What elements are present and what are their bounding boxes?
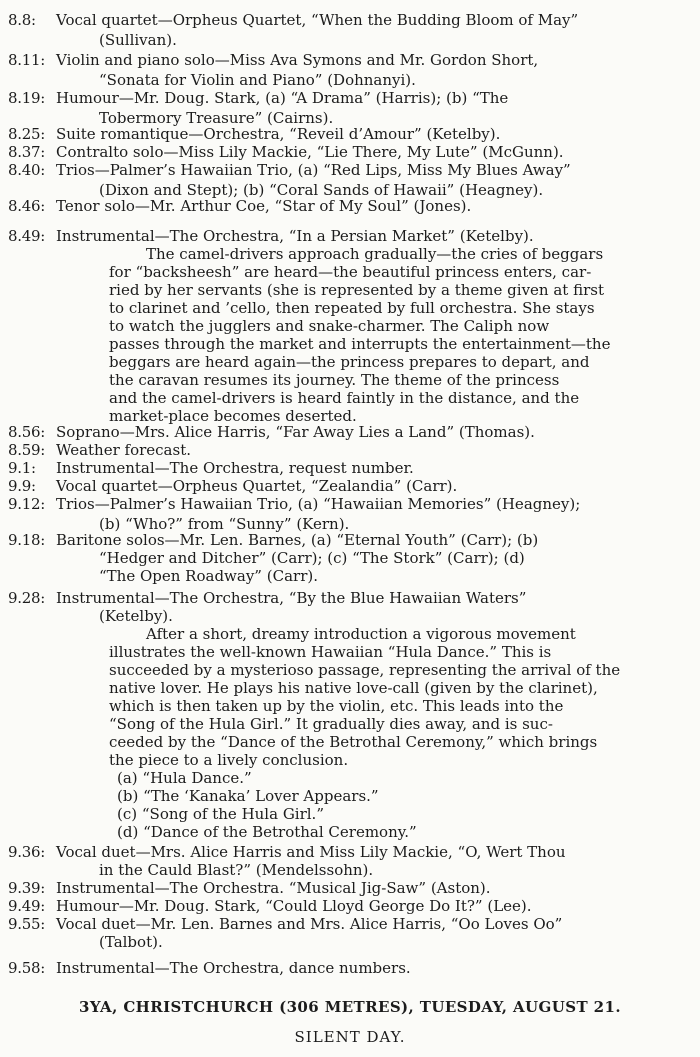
entry-line: Weather forecast. <box>56 441 191 459</box>
entry-line: Instrumental—The Orchestra, dance numbers. <box>56 959 411 977</box>
programme-entry <box>0 896 680 916</box>
description-line: for “backsheesh” are heard—the beautiful princess enters, car- <box>109 263 592 281</box>
programme-entry <box>0 142 680 162</box>
entry-line: “The Open Roadway” (Carr). <box>99 567 318 585</box>
entry-time: 8.19: <box>8 89 45 107</box>
description-line: the caravan resumes its journey. The theme of the princess <box>109 371 560 389</box>
entry-line: Violin and piano solo—Miss Ava Symons and Mr. Gordon Short, <box>56 51 539 69</box>
programme-entry <box>0 196 680 216</box>
entry-time: 9.12: <box>8 495 45 513</box>
programme-entry <box>0 88 680 128</box>
programme-entry <box>0 422 680 442</box>
entry-line: Vocal quartet—Orpheus Quartet, “Zealandia” (Carr). <box>56 477 458 495</box>
programme-entry <box>0 458 680 478</box>
description-line: which is then taken up by the violin, etc. This leads into the <box>109 697 564 715</box>
programme-entry <box>0 50 680 90</box>
entry-line: Instrumental—The Orchestra, “By the Blue Hawaiian Waters” <box>56 589 527 607</box>
entry-line: “Hedger and Ditcher” (Carr); (c) “The Stork” (Carr); (d) <box>99 549 525 567</box>
entry-time: 8.49: <box>8 227 45 245</box>
description-line: to clarinet and ’cello, then repeated by full orchestra. She stays <box>109 299 595 317</box>
entry-line: Suite romantique—Orchestra, “Reveil d’Amour” (Ketelby). <box>56 125 501 143</box>
programme-entry <box>0 588 680 841</box>
description-line: ried by her servants (she is represented by a theme given at first <box>109 281 604 299</box>
entry-time: 8.59: <box>8 441 45 459</box>
entry-line: (Dixon and Stept); (b) “Coral Sands of Hawaii” (Heagney). <box>99 181 544 199</box>
entry-line: (Ketelby). <box>99 607 173 625</box>
movement-list-item: (d) “Dance of the Betrothal Ceremony.” <box>117 823 417 841</box>
description-line: and the camel-drivers is heard faintly in the distance, and the <box>109 389 580 407</box>
programme-entry <box>0 226 680 426</box>
entry-line: Baritone solos—Mr. Len. Barnes, (a) “Eternal Youth” (Carr); (b) <box>56 531 539 549</box>
description-line: native lover. He plays his native love-call (given by the clarinet), <box>109 679 598 697</box>
entry-time: 8.25: <box>8 125 45 143</box>
entry-line: Humour—Mr. Doug. Stark, “Could Lloyd George Do It?” (Lee). <box>56 897 532 915</box>
description-line: market-place becomes deserted. <box>109 407 357 425</box>
entry-line: Instrumental—The Orchestra, “In a Persian Market” (Ketelby). <box>56 227 534 245</box>
description-line: to watch the jugglers and snake-charmer. The Caliph now <box>109 317 550 335</box>
entry-line: “Sonata for Violin and Piano” (Dohnanyi). <box>99 71 416 89</box>
entry-time: 8.8: <box>8 11 36 29</box>
entry-time: 9.49: <box>8 897 45 915</box>
description-line: passes through the market and interrupts the entertainment—the <box>109 335 611 353</box>
programme-entry <box>0 878 680 898</box>
entry-line: Trios—Palmer’s Hawaiian Trio, (a) “Hawaiian Memories” (Heagney); <box>56 495 581 513</box>
entry-line: in the Cauld Blast?” (Mendelssohn). <box>99 861 374 879</box>
description-line: the piece to a lively conclusion. <box>109 751 349 769</box>
description-line: beggars are heard again—the princess prepares to depart, and <box>109 353 590 371</box>
entry-line: Soprano—Mrs. Alice Harris, “Far Away Lies a Land” (Thomas). <box>56 423 535 441</box>
description-line: The camel-drivers approach gradually—the cries of beggars <box>146 245 604 263</box>
entry-line: (Talbot). <box>99 933 163 951</box>
programme-entry <box>0 476 680 496</box>
entry-line: Humour—Mr. Doug. Stark, (a) “A Drama” (Harris); (b) “The <box>56 89 509 107</box>
entry-line: (Sullivan). <box>99 31 177 49</box>
entry-time: 9.39: <box>8 879 45 897</box>
station-heading: 3YA, CHRISTCHURCH (306 METRES), TUESDAY, AUGUST 21. <box>79 998 621 1016</box>
entry-line: (b) “Who?” from “Sunny” (Kern). <box>99 515 350 533</box>
programme-entry <box>0 530 680 588</box>
entry-time: 9.58: <box>8 959 45 977</box>
programme-entry <box>0 10 680 50</box>
description-line: “Song of the Hula Girl.” It gradually dies away, and is suc- <box>109 715 553 733</box>
entry-line: Instrumental—The Orchestra. “Musical Jig-Saw” (Aston). <box>56 879 491 897</box>
entry-time: 8.46: <box>8 197 45 215</box>
entry-line: Instrumental—The Orchestra, request number. <box>56 459 414 477</box>
entry-time: 9.1: <box>8 459 36 477</box>
programme-entry <box>0 440 680 460</box>
description-line: illustrates the well-known Hawaiian “Hula Dance.” This is <box>109 643 552 661</box>
entry-time: 8.56: <box>8 423 45 441</box>
entry-line: Vocal duet—Mr. Len. Barnes and Mrs. Alice Harris, “Oo Loves Oo” <box>56 915 563 933</box>
entry-line: Vocal quartet—Orpheus Quartet, “When the Budding Bloom of May” <box>56 11 579 29</box>
entry-line: Vocal duet—Mrs. Alice Harris and Miss Lily Mackie, “O, Wert Thou <box>56 843 566 861</box>
entry-time: 9.9: <box>8 477 36 495</box>
entry-line: Trios—Palmer’s Hawaiian Trio, (a) “Red Lips, Miss My Blues Away” <box>56 161 571 179</box>
programme-entry <box>0 958 680 978</box>
entry-time: 9.28: <box>8 589 45 607</box>
entry-line: Tenor solo—Mr. Arthur Coe, “Star of My Soul” (Jones). <box>56 197 472 215</box>
entry-line: Tobermory Treasure” (Cairns). <box>99 109 334 127</box>
programme-entry <box>0 124 680 144</box>
movement-list-item: (c) “Song of the Hula Girl.” <box>117 805 324 823</box>
description-line: succeeded by a mysterioso passage, representing the arrival of the <box>109 661 621 679</box>
entry-line: Contralto solo—Miss Lily Mackie, “Lie There, My Lute” (McGunn). <box>56 143 564 161</box>
entry-time: 9.36: <box>8 843 45 861</box>
movement-list-item: (b) “The ‘Kanaka’ Lover Appears.” <box>117 787 379 805</box>
programme-entry <box>0 914 680 954</box>
entry-time: 8.40: <box>8 161 45 179</box>
entry-time: 9.55: <box>8 915 45 933</box>
entry-time: 8.11: <box>8 51 45 69</box>
entry-time: 9.18: <box>8 531 45 549</box>
description-line: After a short, dreamy introduction a vigorous movement <box>146 625 576 643</box>
movement-list-item: (a) “Hula Dance.” <box>117 769 252 787</box>
day-note: SILENT DAY. <box>294 1028 406 1046</box>
description-line: ceeded by the “Dance of the Betrothal Ceremony,” which brings <box>109 733 598 751</box>
programme-entry <box>0 842 680 882</box>
entry-time: 8.37: <box>8 143 45 161</box>
programme-entry <box>0 494 680 534</box>
programme-entry <box>0 160 680 200</box>
